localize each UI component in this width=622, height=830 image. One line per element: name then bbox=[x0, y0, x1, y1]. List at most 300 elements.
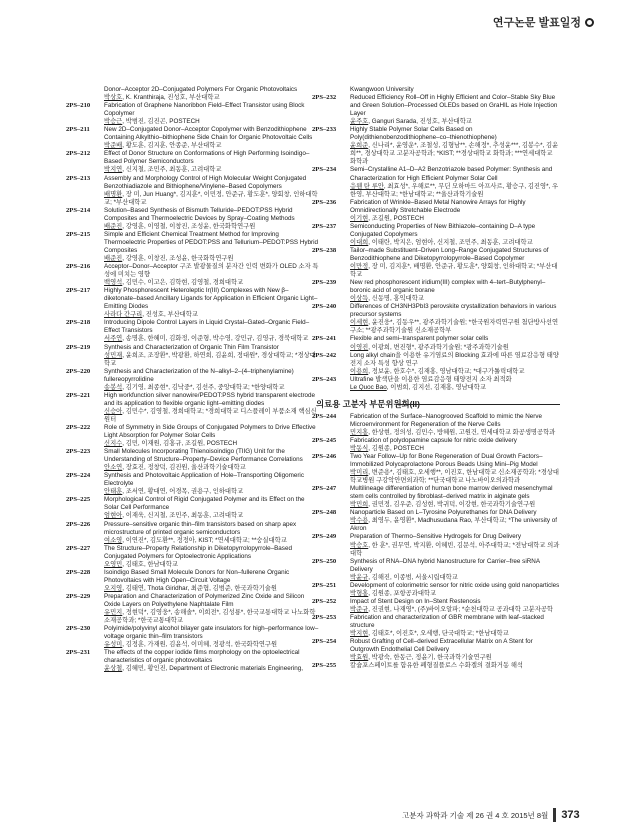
program-entry bbox=[312, 614, 560, 638]
entry-code: 2PS–216 bbox=[66, 263, 91, 271]
entry-body bbox=[104, 472, 320, 496]
entry-body bbox=[104, 207, 320, 231]
program-entry bbox=[312, 509, 560, 533]
entry-presenter: Le Quoc Bao bbox=[350, 383, 387, 391]
entry-affiliation: , 김기영, 최종현*, 김낙중*, 김선주, 중앙대학교; *한양대학교 bbox=[122, 383, 285, 391]
entry-body bbox=[104, 424, 320, 448]
entry-affiliation: , 신나리*, 윤영운*, 조철성, 김형남**, 손해정*, 추성윤***, 김봉수*, 김윤희**, 경상대학교 고분자공학과; *KIST; **경상대학교 화학과; ***연세대학교 화학과 bbox=[350, 142, 559, 166]
entry-authors bbox=[350, 469, 560, 485]
entry-presenter: 이용희 bbox=[350, 367, 369, 375]
program-entry bbox=[312, 638, 560, 662]
entry-affiliation: , 진권현, 나재영*, (주)바이오알파; *순천대학교 공과대학 고분자공학 bbox=[368, 605, 553, 613]
entry-title: Donor–Acceptor 2D–Conjugated Polymers For Organic Photovoltaics bbox=[104, 86, 298, 93]
entry-affiliation: , 한상현, 정의성, 김민수, 방혜원, 고원건, 연세대학교 화공생명공학과 bbox=[368, 428, 556, 436]
entry-code: 2PS–217 bbox=[66, 287, 91, 295]
entry-authors bbox=[104, 408, 320, 424]
entry-body bbox=[104, 545, 320, 569]
entry-title: Solution–Based Synthesis of Bismuth Telluride–PEDOT:PSS Hybrid Composites and Thermoelectric Devices by Spray–Coating Methods bbox=[104, 206, 295, 222]
entry-presenter: 이세현 bbox=[350, 319, 369, 327]
entry-title: Two Year Follow–Up for Bone Regeneration of Dual Growth Factors–Immobilized Polycaprolactone Porous Beads Using Mini–Pig Model bbox=[350, 453, 543, 469]
entry-body bbox=[350, 247, 560, 279]
entry-body bbox=[104, 231, 320, 263]
entry-code: 2PS–227 bbox=[66, 544, 91, 552]
entry-affiliation: Kwangwoon University bbox=[350, 86, 414, 93]
entry-authors bbox=[104, 335, 320, 343]
entry-presenter: 송봉석 bbox=[104, 383, 123, 391]
entry-code: 2PS–240 bbox=[312, 303, 337, 311]
entry-affiliation: , 김혜민, 황인진, Department of Electronic materials Engineering, bbox=[122, 665, 303, 673]
entry-code bbox=[312, 86, 350, 94]
entry-body bbox=[350, 126, 560, 166]
entry-presenter: 박형홍 bbox=[350, 589, 369, 597]
footer-journal: 고분자 과학과 기술 제 26 권 4 호 2015년 8월 bbox=[402, 810, 549, 820]
entry-body bbox=[104, 496, 320, 520]
entry-code: 2PS–243 bbox=[312, 375, 337, 383]
entry-presenter: 윤주호 bbox=[350, 118, 369, 126]
entry-title: Ultrafine 발색단을 이용한 염료감응형 태양전지 소자 최적화 bbox=[350, 375, 512, 383]
entry-affiliation: , 김원종, POSTECH bbox=[368, 444, 424, 452]
entry-presenter: 박지현 bbox=[350, 630, 369, 638]
entry-title: Simple and Efficient Chemical Treatment Method for Improving Thermoelectric Properties of PEDOT:PSS and Tellurium–PEDOT:PSS Hybrid Composites bbox=[104, 230, 319, 254]
program-entry bbox=[312, 352, 560, 376]
program-entry bbox=[312, 533, 560, 557]
entry-presenter: 박효원 bbox=[350, 654, 369, 662]
entry-title: Polyimide/polyvinyl alcohol bilayer gate insulators for high–performance low–voltage organic thin–film transistors bbox=[104, 625, 319, 641]
entry-authors bbox=[350, 142, 560, 166]
program-entry bbox=[312, 126, 560, 166]
entry-body bbox=[350, 352, 560, 376]
program-entry bbox=[66, 150, 320, 174]
entry-authors bbox=[104, 142, 320, 150]
entry-presenter: 오영민 bbox=[104, 560, 123, 568]
entry-affiliation: , 황도훈, 김지훈, 안종준, 부산대학교 bbox=[122, 142, 222, 150]
entry-authors bbox=[104, 279, 320, 287]
entry-authors bbox=[104, 352, 320, 368]
entry-authors bbox=[104, 512, 320, 520]
entry-title: Tailor–made Substituent–Driven Long–Range Conjugated Structures of Benzodithiophene and Diketopyrrolopyrrole–Based Copolymer bbox=[350, 246, 549, 262]
program-entry bbox=[312, 485, 560, 509]
entry-affiliation: , 강영훈, 이영철, 이창진, 조성윤, 한국화학연구원 bbox=[122, 222, 256, 230]
entry-affiliation: , 김민수, 이고은, 김학현, 김영철, 경희대학교 bbox=[122, 279, 244, 287]
entry-presenter: 박윤규 bbox=[350, 573, 369, 581]
entry-title: Fabrication of Graphene Nanoribbon Field–Effect Transistor using Block Copolymer bbox=[104, 102, 305, 118]
entry-affiliation: , 최영두, 윤영환*, Madhusudana Rao, 부산대학교; *The university of Akron bbox=[350, 517, 557, 533]
entry-title: Morphological Control of Rigid Conjugated Polymer and its Effect on the Solar Cell Performance bbox=[104, 496, 305, 512]
entry-affiliation: , 정보윤, 한호수*, 김재홍, 영남대학교; *대구가톨릭대학교 bbox=[368, 367, 525, 375]
entry-code: 2PS–225 bbox=[66, 496, 91, 504]
entry-authors bbox=[350, 429, 560, 437]
program-entry bbox=[66, 126, 320, 150]
section-rule bbox=[396, 404, 560, 405]
entry-code bbox=[66, 86, 104, 102]
entry-body bbox=[350, 376, 560, 392]
entry-presenter: 박상호 bbox=[104, 94, 123, 102]
entry-body bbox=[104, 625, 320, 649]
entry-code: 2PS–245 bbox=[312, 436, 337, 444]
entry-authors bbox=[350, 263, 560, 279]
program-entry bbox=[312, 247, 560, 279]
entry-affiliation: , Ganguri Sarada, 진성호, 부산대학교 bbox=[368, 118, 472, 126]
entry-code: 2PS–242 bbox=[312, 351, 337, 359]
entry-code: 2PS–232 bbox=[312, 94, 337, 102]
entry-authors bbox=[104, 191, 320, 207]
entry-code: 2PS–228 bbox=[66, 568, 91, 576]
program-entry bbox=[66, 472, 320, 496]
entry-authors bbox=[350, 118, 560, 126]
entry-authors bbox=[104, 311, 320, 319]
entry-code: 2PS–248 bbox=[312, 509, 337, 517]
entry-code: 2PS–212 bbox=[66, 150, 91, 158]
entry-code: 2PS–241 bbox=[312, 335, 337, 343]
entry-code: 2PS–226 bbox=[66, 520, 91, 528]
entry-presenter: 윤상철 bbox=[104, 665, 123, 673]
entry-title: Synthesis of RNA–DNA hybrid Nanostructure for Carrier–free siRNA Delivery bbox=[350, 557, 540, 573]
program-entry bbox=[66, 319, 320, 343]
entry-title: New red phosphorescent iridium(III) complex with 4–tert–Butylphenyl–boronic acid of organic borane bbox=[350, 279, 546, 295]
entry-authors bbox=[104, 537, 320, 545]
entry-title: Long alkyl chain을 이용한 유기염료의 Blocking 효과에 따른 염료감응형 태양전지 소자 특성 향상 연구 bbox=[350, 351, 559, 367]
entry-code: 2PS–234 bbox=[312, 166, 337, 174]
program-entry bbox=[66, 649, 320, 673]
entry-code: 2PS–211 bbox=[66, 126, 90, 134]
circle-icon bbox=[585, 18, 594, 27]
entry-code: 2PS–237 bbox=[312, 222, 337, 230]
entry-title: Preparation of Thermo–Sensitive Hydrogels for Drug Delivery bbox=[350, 533, 522, 541]
program-entry bbox=[312, 453, 560, 485]
entry-title: New 2D–Conjugated Donor–Acceptor Copolymer with Benzodithiophene Containing Alkylthio–bithiophene Side Chain for Organic Photovoltaic Cells bbox=[104, 126, 313, 142]
entry-code: 2PS–244 bbox=[312, 412, 337, 420]
section-title: 의료용 고분자 부문위원회(II) bbox=[316, 398, 420, 409]
entry-authors bbox=[350, 542, 560, 558]
program-entry bbox=[312, 94, 560, 126]
entry-title: Fabrication of Wrinkle–Based Metal Nanowire Arrays for Highly Omnidirectionally Stretchable Electrode bbox=[350, 198, 526, 214]
entry-affiliation: , 박광숙, 한동근, 정윤기, 한국과학기술연구원 bbox=[368, 654, 492, 662]
entry-body bbox=[350, 86, 560, 94]
entry-authors bbox=[350, 445, 560, 453]
entry-code: 2PS–247 bbox=[312, 485, 337, 493]
page-number: 373 bbox=[561, 809, 580, 821]
entry-affiliation: , 진성호, 부산대학교 bbox=[142, 311, 198, 319]
entry-presenter: 여소영 bbox=[104, 536, 123, 544]
program-entry bbox=[312, 662, 560, 670]
entry-body bbox=[104, 175, 320, 207]
entry-presenter: 이상득 bbox=[350, 295, 369, 303]
entry-code: 2PS–222 bbox=[66, 423, 91, 431]
entry-authors bbox=[104, 223, 320, 231]
entry-affiliation: , K. Kranthiraja, 진성호, 부산대학교 bbox=[122, 94, 220, 102]
entry-body bbox=[350, 558, 560, 582]
entry-presenter: 윤희준 bbox=[350, 142, 369, 150]
entry-code: 2PS–223 bbox=[66, 448, 91, 456]
entry-authors bbox=[104, 585, 320, 593]
entry-code: 2PS–252 bbox=[312, 597, 337, 605]
entry-title: The Structure–Property Relationship in Diketopyrrolopyrrole–Based Conjugated Polymers for Optoelectronic Applications bbox=[104, 544, 292, 560]
entry-title: Nanoparticle Based on L–Tyrosine Polyurethanes for DNA Delivery bbox=[350, 509, 537, 517]
entry-affiliation: , 김원종, 포항공과대학교 bbox=[368, 589, 437, 597]
program-entry bbox=[312, 558, 560, 582]
entry-authors bbox=[350, 368, 560, 376]
entry-presenter: 박동식 bbox=[350, 444, 369, 452]
entry-body bbox=[350, 94, 560, 126]
entry-body bbox=[104, 86, 320, 102]
program-entry bbox=[66, 368, 320, 392]
left-column bbox=[66, 86, 320, 673]
entry-title: Highly Stable Polymer Solar Cells Based on Poly(dithienobenzodithiophene–co–thienothiophene) bbox=[350, 126, 497, 142]
program-entry bbox=[66, 392, 320, 424]
entry-body bbox=[104, 102, 320, 126]
entry-affiliation: , 신동명, 홍익대학교 bbox=[368, 295, 424, 303]
entry-title: Pressure–sensitive organic thin–film transistors based on sharp apex microstructure of printed organic semiconductors bbox=[104, 520, 297, 536]
program-entry bbox=[312, 166, 560, 198]
entry-affiliation: , 김해진, 이종범, 서울시립대학교 bbox=[368, 573, 458, 581]
entry-presenter: 엄현아 bbox=[104, 512, 123, 520]
entry-title: Synthesis and Characterization of Organic Thin Film Transistor bbox=[104, 343, 279, 351]
program-entry bbox=[312, 279, 560, 303]
entry-code: 2PS–253 bbox=[312, 613, 337, 621]
entry-title: Isoindigo Based Small Molecule Donors for Non–fullerene Organic Photovoltaics with High Open–Circuit Voltage bbox=[104, 568, 290, 584]
entry-body bbox=[350, 413, 560, 437]
program-entry bbox=[66, 625, 320, 649]
entry-authors bbox=[350, 384, 560, 392]
entry-code: 2PS–250 bbox=[312, 557, 337, 565]
entry-code: 2PS–236 bbox=[312, 198, 337, 206]
program-entry bbox=[312, 582, 560, 598]
program-entry bbox=[66, 344, 320, 368]
program-entry bbox=[312, 437, 560, 453]
entry-body bbox=[350, 485, 560, 509]
entry-authors bbox=[104, 641, 320, 649]
entry-presenter: 박준배 bbox=[104, 142, 123, 150]
entry-presenter: 이대희 bbox=[350, 238, 369, 246]
entry-title: Effect of Donor Structure on Conformations of High Performing Isoindigo–Based Polymer Semiconductors bbox=[104, 150, 310, 166]
program-entry bbox=[66, 496, 320, 520]
entry-presenter: 성민재 bbox=[104, 351, 123, 359]
entry-body bbox=[350, 453, 560, 485]
entry-presenter: 박지연 bbox=[104, 166, 123, 174]
program-entry bbox=[312, 413, 560, 437]
program-entry bbox=[66, 287, 320, 319]
entry-title: Role of Symmetry in Side Groups of Conjugated Polymers to Drive Effective Light Absorption for Polymer Solar Cells bbox=[104, 423, 316, 440]
entry-authors bbox=[104, 665, 320, 673]
entry-code: 2PS–246 bbox=[312, 453, 337, 461]
entry-presenter: 이기현 bbox=[350, 214, 369, 222]
entry-code: 2PS–239 bbox=[312, 279, 337, 287]
entry-body bbox=[104, 368, 320, 392]
entry-code: 2PS–219 bbox=[66, 343, 91, 351]
entry-presenter: 안태훈 bbox=[104, 488, 123, 496]
program-entry bbox=[66, 424, 320, 448]
entry-title: Development of colorimetric sensor for nitric oxide using gold nanoparticles bbox=[350, 581, 560, 589]
entry-code: 2PS–210 bbox=[66, 102, 91, 110]
entry-authors bbox=[104, 464, 320, 472]
entry-presenter: 응웬 탄 루안 bbox=[350, 182, 384, 190]
right-column bbox=[312, 86, 560, 670]
entry-title: Small Molecules Incorporating Thienoisoindigo (TIIG) Unit for the Understanding of Structure–Property–Device Performance Correlations bbox=[104, 448, 303, 464]
entry-authors bbox=[350, 183, 560, 199]
entry-body bbox=[350, 598, 560, 614]
entry-body bbox=[104, 649, 320, 673]
program-entry bbox=[312, 86, 560, 94]
entry-presenter: 배명환 bbox=[104, 190, 123, 198]
entry-affiliation: , 박범진, 김진곤, POSTECH bbox=[122, 118, 200, 126]
entry-authors bbox=[350, 86, 560, 94]
entry-title: High workfunction silver nanowire/PEDOT:PSS hybrid transparent electrode and its application to flexible organic light–emitting diodes bbox=[104, 391, 316, 407]
entry-presenter: 신지수 bbox=[104, 440, 123, 448]
entry-presenter: 민지홍 bbox=[350, 428, 369, 436]
right-column-upper bbox=[312, 86, 560, 392]
entry-affiliation: , 이재욱, 신지철, 조민주, 최동훈, 고려대학교 bbox=[122, 512, 244, 520]
entry-code: 2PS–218 bbox=[66, 319, 91, 327]
entry-affiliation: , 송명훈, 한혜미, 김화정, 이준형, 박수영, 강민규, 김영규, 경북대학교 bbox=[122, 335, 309, 343]
entry-title: Synthesis and Characterization of the N–alkyl–2–(4–triphenylamine) fullereopyrrolidine bbox=[104, 367, 294, 383]
entry-title: Acceptor–Donor–Acceptor 구조 발광물질의 분자간 인력 변화가 OLED 소자 특성에 미치는 영향 bbox=[104, 263, 319, 279]
entry-authors bbox=[104, 166, 320, 174]
entry-title: 칼슘포스페이트를 함유한 폐형질플로스 수화겔의 결화거동 해석 bbox=[350, 662, 523, 670]
entry-presenter: 신승아 bbox=[104, 407, 123, 415]
entry-affiliation: , 신지철, 조민주, 최동훈, 고려대학교 bbox=[122, 166, 222, 174]
entry-authors bbox=[350, 590, 560, 598]
entry-presenter: 이만정 bbox=[350, 263, 369, 271]
entry-title: Preparation and Characterization of Polymerized Zinc Oxide and Silicon Oxide Layers on Polyethylene Naphtalate Film bbox=[104, 592, 305, 608]
entry-code: 2PS–251 bbox=[312, 581, 337, 589]
entry-affiliation: , 김태호, 한남대학교 bbox=[122, 560, 178, 568]
entry-affiliation: , 김태연, Thota Giridhar, 최준협, 김범준, 한국과학기술원 bbox=[122, 584, 277, 592]
entry-code: 2PS–229 bbox=[66, 592, 91, 600]
program-entry bbox=[312, 335, 560, 351]
entry-authors bbox=[104, 488, 320, 496]
entry-presenter: 배준진 bbox=[104, 254, 123, 262]
entry-affiliation: , 한 훈*, 권무연, 박지환, 이혜빈, 김문석, 아주대학교; *전남대학교 의과대학 bbox=[350, 541, 560, 557]
entry-affiliation: , 장효진, 정창덕, 김진원, 울산과학기술대학교 bbox=[122, 464, 246, 472]
entry-code: 2PS–255 bbox=[312, 662, 337, 670]
program-entry bbox=[66, 593, 320, 625]
entry-affiliation: , 이태란, 박지은, 엄현아, 신지철, 조민주, 최동훈, 고려대학교 bbox=[368, 238, 533, 246]
entry-body bbox=[104, 344, 320, 368]
entry-presenter: 유민지 bbox=[104, 609, 123, 617]
entry-code: 2PS–233 bbox=[312, 126, 337, 134]
entry-presenter: 박승호 bbox=[350, 541, 369, 549]
entry-authors bbox=[104, 94, 320, 102]
entry-body bbox=[104, 392, 320, 424]
entry-presenter: 배준진 bbox=[104, 222, 123, 230]
entry-affiliation: , 김민수*, 김영철, 경희대학교; *경희대학교 디스플레이 부품소재 핵심신원터 bbox=[104, 407, 317, 423]
entry-title: Fabrication of the Surface–Nanogrooved Scaffold to mimic the Nerve Microenvironment for Regeneration of the Nerve Cells bbox=[350, 412, 543, 428]
entry-code: 2PS–238 bbox=[312, 246, 337, 254]
entry-authors bbox=[350, 215, 560, 223]
entry-presenter: 이영진 bbox=[350, 343, 369, 351]
program-entry bbox=[66, 102, 320, 126]
entry-affiliation: , 장 미, 김지훈*, 배명환, 안준규, 황도훈*, 양회창, 인하대학교; *부산대학교 bbox=[350, 263, 558, 279]
entry-body bbox=[350, 614, 560, 638]
header-title: 연구논문 발표일정 bbox=[492, 17, 581, 29]
program-entry bbox=[312, 199, 560, 223]
entry-presenter: 박수용 bbox=[350, 517, 369, 525]
entry-body bbox=[350, 223, 560, 247]
entry-title: Impact of Stent Design on In–Stent Restenosis bbox=[350, 597, 481, 605]
page-footer bbox=[402, 808, 580, 822]
program-entry bbox=[312, 223, 560, 247]
entry-authors bbox=[350, 295, 560, 303]
entry-affiliation: , 권민정, 김우준, 김성현, 박귀덕, 이강현, 한국과학기술연구원 bbox=[368, 501, 536, 509]
program-entry bbox=[66, 545, 320, 569]
entry-title: The effects of the copper iodide films morphology on the optoelectrical characteristics of organic photovoltaics bbox=[104, 649, 300, 665]
entry-body bbox=[350, 335, 560, 351]
program-entry bbox=[66, 207, 320, 231]
program-entry bbox=[66, 521, 320, 545]
entry-presenter: 서주연 bbox=[104, 335, 123, 343]
entry-body bbox=[104, 126, 320, 150]
entry-affiliation: , 정현덕*, 김영웅*, 송해솔*, 이희전*, 김성룡*, 한국교통대학교 나노화학소재공학과; *한국교통대학교 bbox=[104, 609, 316, 625]
entry-affiliation: , 김민, 이재원, 김홍규, 조길원, POSTECH bbox=[122, 440, 238, 448]
entry-body bbox=[350, 199, 560, 223]
program-entry bbox=[66, 569, 320, 593]
entry-body bbox=[104, 319, 320, 343]
footer-separator bbox=[553, 808, 556, 822]
entry-body bbox=[104, 287, 320, 319]
program-entry bbox=[312, 376, 560, 392]
entry-authors bbox=[350, 501, 560, 509]
entry-authors bbox=[350, 517, 560, 533]
program-entry bbox=[66, 86, 320, 102]
entry-authors bbox=[104, 561, 320, 569]
entry-body bbox=[350, 662, 560, 670]
entry-authors bbox=[350, 574, 560, 582]
program-entry bbox=[66, 448, 320, 472]
entry-presenter: 박미리 bbox=[350, 469, 369, 477]
entry-code: 2PS–221 bbox=[66, 391, 91, 399]
entry-code: 2PS–214 bbox=[66, 206, 91, 214]
entry-body bbox=[350, 437, 560, 453]
program-entry bbox=[66, 263, 320, 287]
entry-title: Assembly and Morphology Control of High Molecular Weight Conjugated Benzothiadiazole and Bithiophene/Vinylene–Based Copolymers bbox=[104, 174, 307, 190]
entry-code: 2PS–220 bbox=[66, 367, 91, 375]
entry-body bbox=[350, 582, 560, 598]
entry-title: Introducing Dipole Control Layers in Liquid Crystal–Gated–Organic Field–Effect Transistors bbox=[104, 319, 310, 335]
entry-authors bbox=[350, 630, 560, 638]
entry-body bbox=[104, 569, 320, 593]
entry-authors bbox=[350, 239, 560, 247]
entry-body bbox=[350, 303, 560, 335]
entry-authors bbox=[350, 344, 560, 352]
entry-body bbox=[350, 533, 560, 557]
entry-presenter: 박민희 bbox=[350, 501, 369, 509]
program-entry bbox=[66, 175, 320, 207]
right-column-lower bbox=[312, 413, 560, 671]
entry-title: Differences of CH3NH3PbI3 perovskite crystallization behaviors in various precursor systems bbox=[350, 303, 557, 319]
entry-title: Semi–Crystalline A1–D–A2 Benzotriazole based Polymer: Synthesis and Characterization for High Efficient Polymer Solar Cell bbox=[350, 166, 553, 182]
entry-title: Multilineage differentiation of human bone marrow derived mesenchymal stem cells controlled by fibroblast–derived matrix in alginate gels bbox=[350, 485, 553, 501]
entry-affiliation: , 이범희, 김지선, 김재홍, 영남대학교 bbox=[386, 383, 486, 391]
entry-presenter: 사라다 간구리 bbox=[104, 311, 143, 319]
entry-authors bbox=[104, 440, 320, 448]
entry-affiliation: , 이광희, 변진형*, 광주과학기술원; *광주과학기술원 bbox=[368, 343, 509, 351]
entry-presenter: 박승근 bbox=[104, 118, 123, 126]
section-heading bbox=[312, 399, 560, 409]
entry-code: 2PS–249 bbox=[312, 533, 337, 541]
entry-affiliation: , 변준용*, 김태호, 오세행**, 이진호, 한남대학교 신소재공학과; *경상대학교병원 구강악안면외과학; **단국대학교 나노바이오의과학과 bbox=[350, 469, 559, 485]
entry-affiliation: , 윤희조, 조장환*, 박광환, 하연희, 김윤희, 정대원*, 경상대학교; *경상대학교 bbox=[104, 351, 316, 367]
entry-body bbox=[104, 150, 320, 174]
entry-affiliation: , 조길원, POSTECH bbox=[368, 214, 424, 222]
entry-authors bbox=[350, 319, 560, 335]
entry-affiliation: , 김정훈, 가재원, 김윤석, 이미혜, 정광석, 한국화학연구원 bbox=[122, 641, 278, 649]
entry-body bbox=[104, 263, 320, 287]
entry-presenter: 박준규 bbox=[350, 605, 369, 613]
entry-code: 2PS–224 bbox=[66, 472, 91, 480]
entry-title: Robust Grafting of Cell–derived Extracellular Matrix on A Stent for Outgrowth Endothelial Cell Delivery bbox=[350, 638, 533, 654]
entry-title: Semiconducting Properties of New Bithiazole–containing D–A type Conjugated Copolymers bbox=[350, 222, 536, 238]
entry-presenter: 안소연 bbox=[104, 464, 123, 472]
